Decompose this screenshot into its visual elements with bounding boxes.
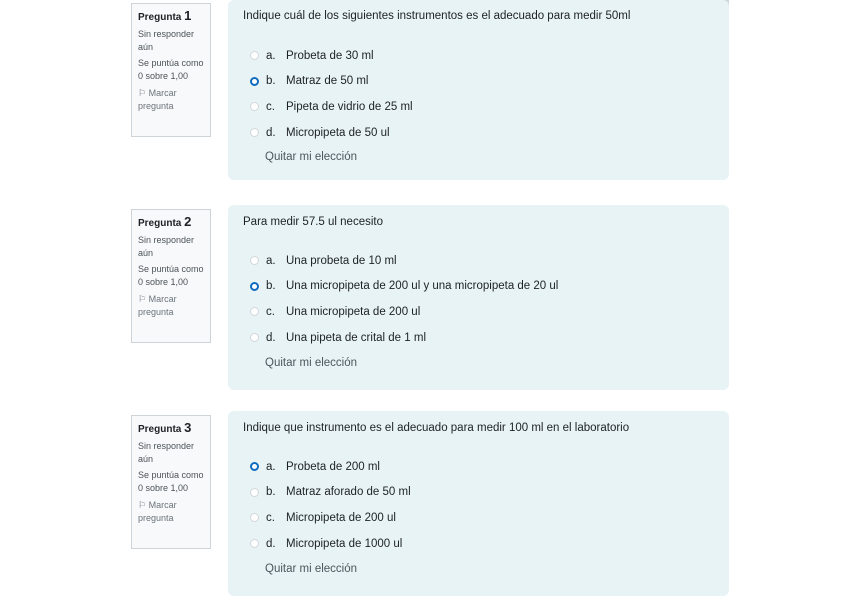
question-2 (0, 209, 848, 399)
answer-option[interactable] (250, 120, 413, 146)
question-content (228, 411, 729, 596)
radio-button[interactable] (250, 513, 259, 522)
answer-option[interactable] (250, 274, 558, 300)
option-text: Una pipeta de crital de 1 ml (286, 331, 426, 344)
option-text: Una probeta de 10 ml (286, 254, 397, 267)
answer-option[interactable] (250, 454, 411, 480)
question-number-value: 1 (184, 8, 192, 23)
radio-button-checked[interactable] (250, 282, 259, 291)
question-grade: Se puntúa como 0 sobre 1,00 (138, 470, 204, 493)
question-status: Sin responder aún (138, 441, 195, 464)
radio-button[interactable] (250, 333, 259, 342)
question-number-value: 2 (184, 214, 192, 229)
answer-options (250, 248, 558, 350)
radio-button-checked[interactable] (250, 462, 259, 471)
question-number-value: 3 (184, 420, 192, 435)
clear-choice-link[interactable]: Quitar mi elección (265, 563, 358, 575)
question-number (138, 9, 204, 25)
option-text: Una micropipeta de 200 ul y una micropipeta de 20 ul (286, 280, 559, 293)
radio-button[interactable] (250, 488, 259, 497)
option-text: Micropipeta de 200 ul (286, 511, 396, 524)
answer-option[interactable] (250, 299, 558, 325)
question-1 (0, 3, 848, 193)
option-letter: a. (266, 49, 276, 62)
question-number (138, 215, 204, 231)
answer-option[interactable] (250, 531, 411, 557)
option-letter: d. (266, 331, 276, 344)
answer-option[interactable] (250, 43, 413, 69)
option-text: Matraz aforado de 50 ml (286, 486, 411, 499)
flag-question-link[interactable] (138, 87, 204, 113)
option-text: Pipeta de vidrio de 25 ml (286, 100, 413, 113)
option-letter: c. (266, 511, 275, 524)
question-info (131, 415, 211, 549)
question-3 (0, 415, 848, 605)
option-text: Una micropipeta de 200 ul (286, 305, 421, 318)
radio-button[interactable] (250, 102, 259, 111)
answer-option[interactable] (250, 94, 413, 120)
question-info (131, 209, 211, 343)
question-status: Sin responder aún (138, 29, 195, 52)
flag-icon: ⚐ (138, 88, 147, 98)
question-label: Pregunta (138, 424, 182, 435)
question-text: Indique que instrumento es el adecuado para medir 100 ml en el laboratorio (243, 422, 630, 434)
answer-option[interactable] (250, 325, 558, 351)
answer-option[interactable] (250, 69, 413, 95)
option-text: Micropipeta de 50 ul (286, 126, 390, 139)
answer-option[interactable] (250, 248, 558, 274)
flag-icon: ⚐ (138, 294, 147, 304)
question-status: Sin responder aún (138, 235, 195, 258)
answer-options (250, 454, 411, 556)
option-letter: c. (266, 305, 275, 318)
flag-question-link[interactable] (138, 293, 204, 319)
option-letter: a. (266, 254, 276, 267)
answer-option[interactable] (250, 505, 411, 531)
radio-button[interactable] (250, 307, 259, 316)
flag-label: Marcar pregunta (138, 294, 177, 317)
clear-choice-link[interactable]: Quitar mi elección (265, 357, 358, 369)
flag-label: Marcar pregunta (138, 500, 177, 523)
question-content (228, 205, 729, 390)
clear-choice-link[interactable]: Quitar mi elección (265, 151, 358, 163)
option-text: Probeta de 200 ml (286, 460, 380, 473)
option-letter: d. (266, 126, 276, 139)
question-number (138, 421, 204, 437)
option-letter: d. (266, 537, 276, 550)
option-letter: c. (266, 100, 275, 113)
radio-button[interactable] (250, 128, 259, 137)
radio-button[interactable] (250, 51, 259, 60)
radio-button-checked[interactable] (250, 77, 259, 86)
flag-icon: ⚐ (138, 500, 147, 510)
question-grade: Se puntúa como 0 sobre 1,00 (138, 58, 204, 81)
question-label: Pregunta (138, 218, 182, 229)
question-content (228, 0, 729, 180)
answer-options (250, 43, 413, 145)
option-letter: b. (266, 486, 276, 499)
option-letter: a. (266, 460, 276, 473)
question-info (131, 3, 211, 137)
option-text: Matraz de 50 ml (286, 75, 369, 88)
flag-label: Marcar pregunta (138, 88, 177, 111)
answer-option[interactable] (250, 480, 411, 506)
radio-button[interactable] (250, 256, 259, 265)
radio-button[interactable] (250, 539, 259, 548)
option-letter: b. (266, 280, 276, 293)
question-text: Para medir 57.5 ul necesito (243, 216, 383, 228)
option-text: Micropipeta de 1000 ul (286, 537, 403, 550)
question-text: Indique cuál de los siguientes instrumentos es el adecuado para medir 50ml (243, 10, 631, 22)
option-text: Probeta de 30 ml (286, 49, 374, 62)
option-letter: b. (266, 75, 276, 88)
question-grade: Se puntúa como 0 sobre 1,00 (138, 264, 204, 287)
question-label: Pregunta (138, 12, 182, 23)
flag-question-link[interactable] (138, 499, 204, 525)
